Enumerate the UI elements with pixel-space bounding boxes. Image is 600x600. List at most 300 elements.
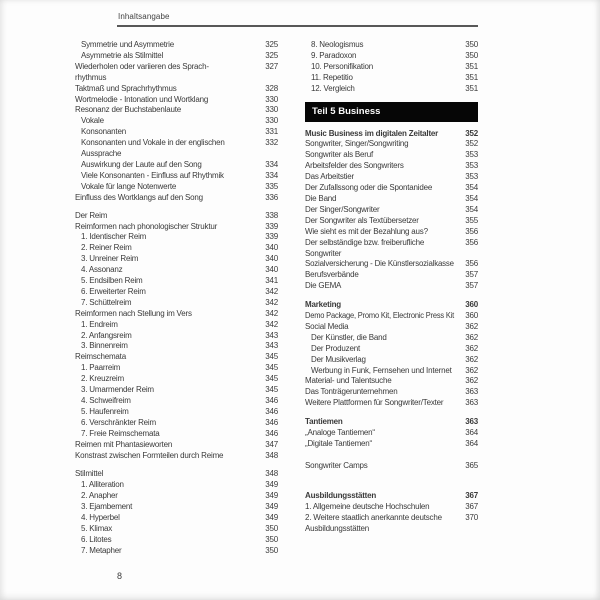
entry-label-line: Songwriter Camps xyxy=(305,460,368,470)
entry-label xyxy=(305,84,454,95)
entry-label xyxy=(75,491,254,502)
entry-page-ref: 350 xyxy=(465,50,478,60)
toc-entry xyxy=(75,429,278,440)
entry-label xyxy=(75,254,254,265)
entry-page-ref: 350 xyxy=(465,40,478,49)
entry-page-ref: 340 xyxy=(265,243,278,253)
entry-page-ref: 353 xyxy=(465,161,478,171)
entry-label xyxy=(75,513,254,524)
entry-page-ref: 342 xyxy=(265,319,278,329)
toc-entry xyxy=(75,341,278,352)
entry-label xyxy=(305,40,454,51)
entry-label xyxy=(75,407,254,418)
toc-entry xyxy=(75,265,278,276)
entry-label-line: 6. Verschränkter Reim xyxy=(81,417,156,427)
entry-label-line: 6. Erweiterter Reim xyxy=(81,286,146,296)
entry-label xyxy=(305,355,454,366)
entry-page-ref: 362 xyxy=(465,376,478,386)
entry-page-ref: 334 xyxy=(265,159,278,169)
toc-entry xyxy=(75,254,278,265)
entry-label xyxy=(75,232,254,243)
entry-label xyxy=(305,172,454,183)
entry-page-ref: 360 xyxy=(465,300,478,310)
entry-label xyxy=(75,469,254,480)
entry-label xyxy=(75,84,254,95)
entry-page-ref: 345 xyxy=(265,385,278,395)
entry-page-ref: 342 xyxy=(265,297,278,307)
entry-label-line: Reimschemata xyxy=(75,352,126,362)
toc-entry xyxy=(305,344,478,355)
entry-label-line: 3. Ejambement xyxy=(81,502,133,512)
toc-entry xyxy=(305,502,478,513)
entry-page-ref: 360 xyxy=(465,311,478,321)
entry-page-ref: 343 xyxy=(265,330,278,340)
entry-page-ref: 349 xyxy=(265,480,278,490)
entry-page-ref: 357 xyxy=(465,270,478,280)
entry-label xyxy=(305,281,454,292)
entry-page-ref: 336 xyxy=(265,192,278,202)
entry-label xyxy=(305,227,454,238)
toc-entry xyxy=(75,138,278,160)
entry-label xyxy=(75,502,254,513)
entry-label-line: Wie sieht es mit der Bezahlung aus? xyxy=(305,226,428,236)
entry-page-ref: 351 xyxy=(465,72,478,82)
entry-label-line: 8. Neologismus xyxy=(311,40,364,49)
toc-entry xyxy=(305,491,478,502)
entry-page-ref: 330 xyxy=(265,116,278,126)
entry-label-line: 10. Personifikation xyxy=(311,61,374,71)
entry-label xyxy=(75,429,254,440)
entry-label xyxy=(75,396,254,407)
entry-page-ref: 363 xyxy=(465,417,478,427)
entry-label xyxy=(75,243,254,254)
entry-label-line: Konstrast zwischen Formteilen durch Reime xyxy=(75,450,224,460)
entry-label xyxy=(305,216,454,227)
toc-entry xyxy=(75,287,278,298)
entry-label-line: 2. Kreuzreim xyxy=(81,374,124,384)
toc-entry xyxy=(305,417,478,428)
toc-entry xyxy=(75,374,278,385)
entry-page-ref: 351 xyxy=(465,61,478,71)
entry-label xyxy=(75,298,254,309)
entry-page-ref: 370 xyxy=(465,512,478,522)
entry-label-line: 5. Haufenreim xyxy=(81,406,129,416)
toc-entry xyxy=(305,398,478,409)
toc-entry xyxy=(305,216,478,227)
entry-page-ref: 343 xyxy=(265,341,278,351)
entry-label xyxy=(305,270,454,281)
entry-label-line: Songwriter als Beruf xyxy=(305,150,374,160)
entry-label xyxy=(75,535,254,546)
entry-label-line: Music Business im digitalen Zeitalter xyxy=(305,128,439,138)
toc-entry xyxy=(75,222,278,233)
part-section-banner: Teil 5 Business xyxy=(305,102,478,122)
entry-label-line: Ausbildungsstätten xyxy=(305,490,377,500)
toc-entry xyxy=(75,331,278,342)
entry-page-ref: 345 xyxy=(265,374,278,384)
toc-entry xyxy=(75,524,278,535)
entry-label-line: rhythmus xyxy=(75,72,107,82)
entry-label xyxy=(305,491,454,502)
entry-label-line: Der Reim xyxy=(75,210,108,220)
entry-label-line: 3. Binnenreim xyxy=(81,341,128,351)
entry-label xyxy=(75,480,254,491)
entry-label-line: Material- und Talentsuche xyxy=(305,376,392,386)
toc-entry xyxy=(75,309,278,320)
page-header: Inhaltsangabe xyxy=(118,12,170,21)
entry-label-line: 2. Anfangsreim xyxy=(81,330,132,340)
entry-label-line: 1. Paarreim xyxy=(81,363,121,373)
toc-entry xyxy=(305,300,478,311)
entry-page-ref: 346 xyxy=(265,396,278,405)
entry-label xyxy=(305,259,454,270)
entry-page-ref: 335 xyxy=(265,181,278,191)
entry-label xyxy=(305,311,454,322)
toc-entry xyxy=(305,355,478,366)
entry-label-line: Der Musikverlag xyxy=(311,354,366,364)
entry-label-line: „Digitale Tantiemen“ xyxy=(305,439,372,448)
entry-label xyxy=(305,387,454,398)
entry-label-line: 7. Freie Reimschemata xyxy=(81,428,160,438)
entry-page-ref: 348 xyxy=(265,469,278,479)
entry-label-line: Das Arbeitstier xyxy=(305,172,355,182)
toc-entry xyxy=(305,73,478,84)
entry-page-ref: 347 xyxy=(265,439,278,449)
entry-label xyxy=(75,331,254,342)
entry-label-line: 3. Unreiner Reim xyxy=(81,254,139,264)
entry-label-line: 2. Weitere staatlich anerkannte deutsche xyxy=(305,512,442,522)
entry-page-ref: 331 xyxy=(265,127,278,137)
entry-page-ref: 353 xyxy=(465,150,478,160)
entry-label-line: 4. Schweifreim xyxy=(81,396,131,405)
entry-page-ref: 345 xyxy=(265,352,278,362)
entry-label xyxy=(75,95,254,106)
toc-entry xyxy=(305,333,478,344)
entry-label-line: Der Songwriter als Textübersetzer xyxy=(305,215,419,225)
toc-entry xyxy=(75,418,278,429)
entry-label-line: Taktmaß und Sprachrhythmus xyxy=(75,83,177,93)
entry-page-ref: 352 xyxy=(465,139,478,149)
toc-entry xyxy=(75,385,278,396)
entry-label-line: Der Singer/Songwriter xyxy=(305,204,380,214)
entry-page-ref: 365 xyxy=(465,460,478,470)
entry-label-line: Der Zufallssong oder die Spontanidee xyxy=(305,183,433,193)
toc-entry xyxy=(305,428,478,439)
entry-page-ref: 354 xyxy=(465,204,478,214)
entry-label xyxy=(75,211,254,222)
entry-label-line: Sozialversicherung - Die Künstlersozialkasse xyxy=(305,259,454,269)
entry-label xyxy=(305,161,454,172)
entry-page-ref: 351 xyxy=(465,83,478,93)
entry-label xyxy=(75,265,254,276)
entry-label-line: Songwriter, Singer/Songwriting xyxy=(305,139,409,149)
entry-page-ref: 364 xyxy=(465,428,478,438)
toc-entry xyxy=(75,469,278,480)
entry-page-ref: 350 xyxy=(265,523,278,533)
entry-page-ref: 364 xyxy=(465,439,478,448)
toc-entry xyxy=(75,298,278,309)
toc-entry xyxy=(75,502,278,513)
entry-label-line: Social Media xyxy=(305,321,349,331)
entry-label-line: Vokale für lange Notenwerte xyxy=(81,181,177,191)
toc-entry xyxy=(75,451,278,462)
entry-label-line: Wortmelodie - Intonation und Wortklang xyxy=(75,94,209,104)
entry-label xyxy=(75,51,254,62)
toc-entry xyxy=(305,461,478,472)
toc-entry xyxy=(305,62,478,73)
toc-entry xyxy=(305,51,478,62)
toc-column-right xyxy=(305,40,478,534)
entry-label xyxy=(75,193,254,204)
entry-page-ref: 338 xyxy=(265,210,278,220)
entry-label xyxy=(75,138,254,160)
entry-label-line: 7. Schüttelreim xyxy=(81,297,132,307)
toc-entry xyxy=(75,513,278,524)
entry-page-ref: 339 xyxy=(265,232,278,242)
entry-label-line: Konsonanten xyxy=(81,127,126,137)
toc-entry xyxy=(75,127,278,138)
toc-entry xyxy=(75,232,278,243)
entry-label xyxy=(305,194,454,205)
entry-page-ref: 352 xyxy=(465,128,478,138)
toc-entry xyxy=(75,182,278,193)
toc-entry xyxy=(305,259,478,270)
entry-label-line: Einfluss des Wortklangs auf den Song xyxy=(75,192,203,202)
toc-entry xyxy=(75,116,278,127)
entry-label-line: Vokale xyxy=(81,116,104,126)
entry-page-ref: 353 xyxy=(465,172,478,182)
entry-label-line: „Analoge Tantiemen“ xyxy=(305,428,375,438)
entry-label-line: Symmetrie und Asymmetrie xyxy=(81,40,175,49)
toc-entry xyxy=(305,238,478,260)
entry-page-ref: 327 xyxy=(265,61,278,71)
entry-label xyxy=(75,320,254,331)
entry-label-line: 11. Repetitio xyxy=(311,72,353,82)
entry-label xyxy=(305,376,454,387)
toc-entry xyxy=(305,129,478,140)
entry-label-line: 5. Endsilben Reim xyxy=(81,276,143,286)
entry-page-ref: 350 xyxy=(265,545,278,555)
toc-entry xyxy=(305,281,478,292)
entry-label-line: Resonanz der Buchstabenlaute xyxy=(75,105,182,115)
entry-label xyxy=(75,127,254,138)
entry-label-line: Der selbständige bzw. freiberufliche xyxy=(305,237,425,247)
entry-page-ref: 354 xyxy=(465,183,478,193)
entry-label xyxy=(75,440,254,451)
entry-page-ref: 345 xyxy=(265,363,278,373)
toc-entry xyxy=(75,84,278,95)
entry-label xyxy=(305,150,454,161)
entry-label xyxy=(75,341,254,352)
toc-entry xyxy=(305,205,478,216)
entry-page-ref: 348 xyxy=(265,450,278,460)
toc-entry xyxy=(305,84,478,95)
entry-page-ref: 325 xyxy=(265,50,278,60)
entry-page-ref: 362 xyxy=(465,321,478,331)
entry-label xyxy=(305,333,454,344)
entry-label xyxy=(305,398,454,409)
entry-label xyxy=(305,513,454,535)
entry-page-ref: 346 xyxy=(265,406,278,416)
entry-label-line: Die Band xyxy=(305,193,337,203)
toc-entry xyxy=(305,161,478,172)
toc-entry xyxy=(305,311,478,322)
toc-entry xyxy=(75,480,278,491)
entry-label xyxy=(75,352,254,363)
toc-entry xyxy=(75,396,278,407)
entry-label-line: Ausbildungsstätten xyxy=(305,523,370,533)
entry-label xyxy=(75,105,254,116)
toc-entry xyxy=(75,535,278,546)
entry-label-line: Arbeitsfelder des Songwriters xyxy=(305,161,404,171)
toc-entry xyxy=(305,439,478,450)
entry-label xyxy=(305,139,454,150)
toc-entry xyxy=(75,193,278,204)
entry-label-line: Reimformen nach Stellung im Vers xyxy=(75,308,192,318)
toc-entry xyxy=(305,322,478,333)
entry-label xyxy=(75,222,254,233)
entry-page-ref: 328 xyxy=(265,83,278,93)
toc-entry xyxy=(305,227,478,238)
entry-label-line: 3. Umarmender Reim xyxy=(81,385,154,395)
entry-label xyxy=(305,461,454,472)
entry-label xyxy=(305,205,454,216)
entry-label xyxy=(305,238,454,260)
toc-entry xyxy=(75,243,278,254)
entry-page-ref: 346 xyxy=(265,417,278,427)
toc-entry xyxy=(305,183,478,194)
entry-page-ref: 356 xyxy=(465,259,478,269)
entry-page-ref: 362 xyxy=(465,343,478,353)
entry-label xyxy=(305,366,454,377)
entry-label xyxy=(305,129,454,140)
entry-label xyxy=(75,418,254,429)
entry-page-ref: 332 xyxy=(265,138,278,148)
toc-entry xyxy=(305,376,478,387)
entry-label xyxy=(305,183,454,194)
entry-label xyxy=(75,40,254,51)
toc-entry xyxy=(305,366,478,377)
entry-label-line: 1. Endreim xyxy=(81,319,118,329)
entry-label xyxy=(305,300,454,311)
entry-page-ref: 340 xyxy=(265,254,278,264)
toc-entry xyxy=(305,194,478,205)
entry-label-line: Reimformen nach phonologischer Struktur xyxy=(75,221,218,231)
entry-page-ref: 340 xyxy=(265,265,278,275)
toc-entry xyxy=(305,270,478,281)
entry-label xyxy=(75,276,254,287)
entry-page-ref: 356 xyxy=(465,226,478,236)
toc-entry xyxy=(75,440,278,451)
entry-label xyxy=(75,363,254,374)
entry-label-line: 2. Reiner Reim xyxy=(81,243,132,253)
entry-page-ref: 356 xyxy=(465,237,478,247)
entry-label-line: Weitere Plattformen für Songwriter/Texter xyxy=(305,398,444,408)
entry-label xyxy=(305,51,454,62)
entry-page-ref: 354 xyxy=(465,193,478,203)
entry-label-line: 1. Alliteration xyxy=(81,480,124,490)
toc-entry xyxy=(75,546,278,557)
toc-entry xyxy=(75,352,278,363)
entry-label-line: 5. Klimax xyxy=(81,523,113,533)
entry-label-line: 2. Anapher xyxy=(81,491,118,501)
header-rule xyxy=(117,25,478,27)
toc-entry xyxy=(75,363,278,374)
entry-label-line: Viele Konsonanten - Einfluss auf Rhythmik xyxy=(81,170,224,180)
entry-page-ref: 362 xyxy=(465,332,478,342)
entry-label-line: Wiederholen oder variieren des Sprach- xyxy=(75,61,209,71)
toc-entry xyxy=(75,276,278,287)
entry-page-ref: 363 xyxy=(465,398,478,408)
entry-label xyxy=(75,309,254,320)
toc-entry xyxy=(305,40,478,51)
entry-label xyxy=(305,62,454,73)
entry-page-ref: 341 xyxy=(265,276,278,286)
entry-label xyxy=(305,428,454,439)
entry-page-ref: 330 xyxy=(265,94,278,104)
toc-entry xyxy=(75,51,278,62)
entry-label-line: 9. Paradoxon xyxy=(311,50,357,60)
toc-entry xyxy=(75,160,278,171)
entry-label-line: 1. Identischer Reim xyxy=(81,232,147,242)
entry-page-ref: 325 xyxy=(265,40,278,49)
toc-entry xyxy=(75,211,278,222)
entry-page-ref: 367 xyxy=(465,501,478,511)
entry-label-line: 4. Hyperbel xyxy=(81,513,120,523)
entry-page-ref: 342 xyxy=(265,286,278,296)
entry-page-ref: 367 xyxy=(465,490,478,500)
entry-page-ref: 357 xyxy=(465,281,478,291)
entry-label xyxy=(75,546,254,557)
entry-label-line: Marketing xyxy=(305,300,341,310)
toc-entry xyxy=(305,150,478,161)
toc-entry xyxy=(75,105,278,116)
entry-label-line: Berufsverbände xyxy=(305,270,359,280)
entry-label-line: Reimen mit Phantasieworten xyxy=(75,439,173,449)
page-number: 8 xyxy=(117,571,123,581)
toc-entry xyxy=(75,40,278,51)
toc-entry xyxy=(75,171,278,182)
toc-entry xyxy=(305,513,478,535)
entry-label-line: Der Künstler, die Band xyxy=(311,332,387,342)
toc-column-left xyxy=(75,40,278,557)
entry-label xyxy=(305,417,454,428)
entry-label-line: Werbung in Funk, Fernsehen und Internet xyxy=(311,365,452,375)
entry-label xyxy=(305,322,454,333)
entry-label xyxy=(75,524,254,535)
toc-entry xyxy=(305,139,478,150)
entry-label-line: Stilmittel xyxy=(75,469,104,479)
entry-page-ref: 363 xyxy=(465,387,478,397)
toc-entry xyxy=(75,491,278,502)
toc-entry xyxy=(75,407,278,418)
entry-page-ref: 334 xyxy=(265,170,278,180)
entry-page-ref: 362 xyxy=(465,365,478,375)
entry-page-ref: 349 xyxy=(265,513,278,523)
entry-page-ref: 330 xyxy=(265,105,278,115)
entry-label xyxy=(75,160,254,171)
entry-page-ref: 346 xyxy=(265,428,278,438)
entry-label-line: 12. Vergleich xyxy=(311,83,355,93)
toc-entry xyxy=(75,320,278,331)
entry-label xyxy=(75,62,254,84)
entry-page-ref: 362 xyxy=(465,354,478,364)
entry-label-line: 6. Litotes xyxy=(81,534,112,544)
entry-page-ref: 349 xyxy=(265,491,278,501)
entry-label-line: 7. Metapher xyxy=(81,545,122,555)
entry-label xyxy=(75,116,254,127)
entry-label-line: Songwriter xyxy=(305,248,342,258)
